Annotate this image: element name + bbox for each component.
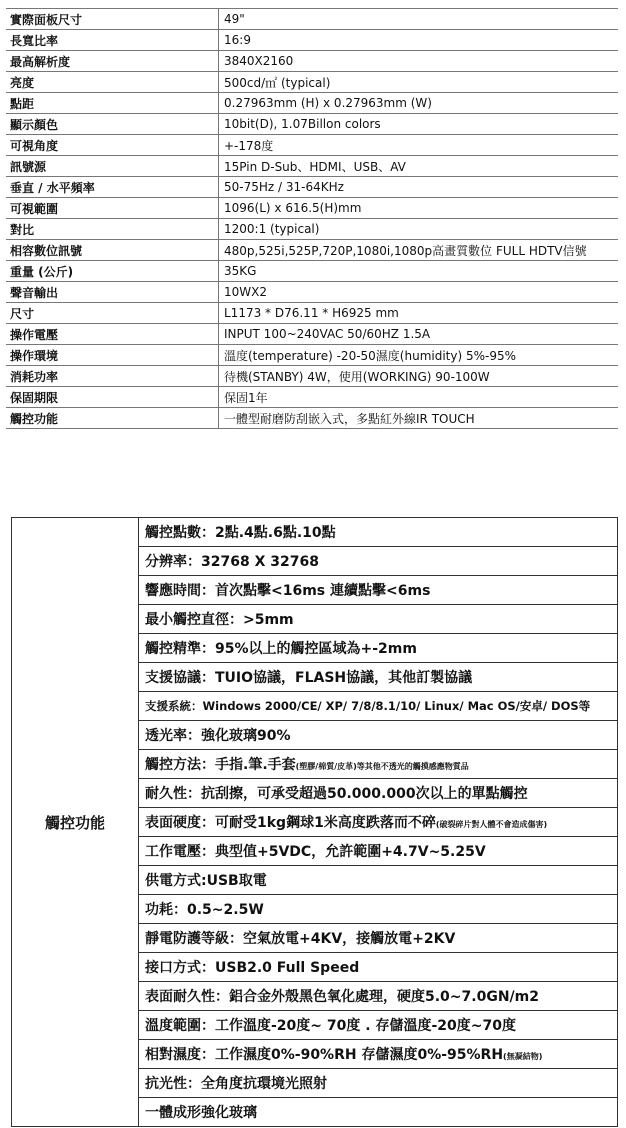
spec-value: 溫度(temperature) -20-50濕度(humidity) 5%-95% bbox=[219, 345, 619, 366]
spec-value: 10bit(D), 1.07Billon colors bbox=[219, 114, 619, 135]
touch-item bbox=[139, 634, 618, 663]
spec-table-body bbox=[6, 9, 618, 429]
touch-item-text: 觸控點數：2點.4點.6點.10點 bbox=[145, 525, 336, 541]
spec-row bbox=[6, 303, 618, 324]
touch-item bbox=[139, 547, 618, 576]
touch-item-text: 靜電防護等級：空氣放電+4KV，接觸放電+2KV bbox=[145, 931, 456, 947]
touch-item-text: 透光率：強化玻璃90% bbox=[145, 728, 291, 744]
spec-label: 對比 bbox=[6, 219, 219, 240]
spec-value: 50-75Hz / 31-64KHz bbox=[219, 177, 619, 198]
spec-row bbox=[6, 324, 618, 345]
touch-item bbox=[139, 1069, 618, 1098]
touch-item-text: 觸控方法：手指.筆.手套 bbox=[145, 757, 296, 773]
spec-value: 500cd/㎡ (typical) bbox=[219, 72, 619, 93]
spec-row bbox=[6, 366, 618, 387]
touch-item-note: (無凝結物) bbox=[503, 1052, 543, 1061]
touch-item-text: 供電方式:USB取電 bbox=[145, 873, 267, 889]
touch-item bbox=[139, 750, 618, 779]
touch-item bbox=[139, 576, 618, 605]
spec-row bbox=[6, 219, 618, 240]
touch-item bbox=[139, 1011, 618, 1040]
spec-label: 可視範圍 bbox=[6, 198, 219, 219]
touch-item-note: (塑膠/棉質/皮革)等其他不透光的觸摸感應物質品 bbox=[295, 762, 469, 771]
spec-row bbox=[6, 114, 618, 135]
touch-item-text: 耐久性：抗刮擦，可承受超過50.000.000次以上的單點觸控 bbox=[145, 786, 528, 802]
touch-item-text: 一體成形強化玻璃 bbox=[145, 1105, 257, 1121]
spec-row bbox=[6, 345, 618, 366]
spec-label: 重量 (公斤) bbox=[6, 261, 219, 282]
touch-item bbox=[139, 605, 618, 634]
touch-item bbox=[139, 692, 618, 721]
spec-table bbox=[6, 8, 618, 429]
spec-row bbox=[6, 261, 618, 282]
spec-value: 1096(L) x 616.5(H)mm bbox=[219, 198, 619, 219]
touch-item bbox=[139, 1040, 618, 1069]
spec-label: 操作電壓 bbox=[6, 324, 219, 345]
touch-item bbox=[139, 866, 618, 895]
spec-label: 聲音輸出 bbox=[6, 282, 219, 303]
spec-row bbox=[6, 30, 618, 51]
spec-value: 10WX2 bbox=[219, 282, 619, 303]
spec-label: 垂直 / 水平頻率 bbox=[6, 177, 219, 198]
spec-value: 480p,525i,525P,720P,1080i,1080p高畫質數位 FULL HDTV信號 bbox=[219, 240, 619, 261]
spec-row bbox=[6, 51, 618, 72]
touch-item-text: 溫度範圍：工作溫度-20度~ 70度 . 存儲溫度-20度~70度 bbox=[145, 1018, 516, 1034]
spec-value: L1173 * D76.11 * H6925 mm bbox=[219, 303, 619, 324]
spec-label: 相容數位訊號 bbox=[6, 240, 219, 261]
spec-row bbox=[6, 72, 618, 93]
spec-row bbox=[6, 240, 618, 261]
spec-label: 可視角度 bbox=[6, 135, 219, 156]
spec-label: 訊號源 bbox=[6, 156, 219, 177]
spec-label: 觸控功能 bbox=[6, 408, 219, 429]
touch-item-text: 工作電壓：典型值+5VDC，允許範圍+4.7V~5.25V bbox=[145, 844, 486, 860]
touch-item bbox=[139, 721, 618, 750]
spec-row bbox=[6, 135, 618, 156]
spec-value: INPUT 100~240VAC 50/60HZ 1.5A bbox=[219, 324, 619, 345]
spec-row bbox=[6, 408, 618, 429]
spec-row bbox=[6, 156, 618, 177]
touch-item bbox=[139, 924, 618, 953]
spec-value: 1200:1 (typical) bbox=[219, 219, 619, 240]
touch-item-text: 支援協議：TUIO協議，FLASH協議，其他訂製協議 bbox=[145, 670, 473, 686]
touch-item bbox=[139, 663, 618, 692]
spec-label: 消耗功率 bbox=[6, 366, 219, 387]
spec-row bbox=[6, 177, 618, 198]
spec-label: 長寬比率 bbox=[6, 30, 219, 51]
touch-item-text: 接口方式：USB2.0 Full Speed bbox=[145, 960, 360, 976]
spec-value: 3840X2160 bbox=[219, 51, 619, 72]
spec-row bbox=[6, 93, 618, 114]
spec-value: 待機(STANBY) 4W，使用(WORKING) 90-100W bbox=[219, 366, 619, 387]
touch-item-text: 觸控精準：95%以上的觸控區域為+-2mm bbox=[145, 641, 417, 657]
spec-row bbox=[6, 282, 618, 303]
touch-item-text: 支援系統：Windows 2000/CE/ XP/ 7/8/8.1/10/ Linux/ Mac OS/安卓/ DOS等 bbox=[145, 699, 591, 713]
spec-label: 顯示顏色 bbox=[6, 114, 219, 135]
spec-value: 0.27963mm (H) x 0.27963mm (W) bbox=[219, 93, 619, 114]
spec-value: 35KG bbox=[219, 261, 619, 282]
spec-label: 尺寸 bbox=[6, 303, 219, 324]
touch-item bbox=[139, 518, 618, 547]
touch-item-text: 表面耐久性：鋁合金外殼黑色氧化處理，硬度5.0~7.0GN/m2 bbox=[145, 989, 539, 1005]
spec-label: 實際面板尺寸 bbox=[6, 9, 219, 30]
touch-item bbox=[139, 895, 618, 924]
spec-value: +-178度 bbox=[219, 135, 619, 156]
touch-item-text: 功耗：0.5~2.5W bbox=[145, 902, 264, 918]
touch-item bbox=[139, 953, 618, 982]
spec-value: 15Pin D-Sub、HDMI、USB、AV bbox=[219, 156, 619, 177]
touch-item-text: 抗光性：全角度抗環境光照射 bbox=[145, 1076, 327, 1092]
touch-item-text: 響應時間：首次點擊<16ms 連續點擊<6ms bbox=[145, 583, 431, 599]
touch-heading: 觸控功能 bbox=[12, 518, 139, 1127]
touch-item-text: 最小觸控直徑：>5mm bbox=[145, 612, 294, 628]
spec-label: 最高解析度 bbox=[6, 51, 219, 72]
spec-label: 保固期限 bbox=[6, 387, 219, 408]
touch-item-text: 分辨率：32768 X 32768 bbox=[145, 554, 319, 570]
spec-value: 49" bbox=[219, 9, 619, 30]
touch-table-body bbox=[12, 518, 618, 1127]
spec-row bbox=[6, 198, 618, 219]
touch-item bbox=[139, 1098, 618, 1127]
touch-item bbox=[139, 982, 618, 1011]
spec-label: 點距 bbox=[6, 93, 219, 114]
touch-item-note: (破裂碎片對人體不會造成傷害) bbox=[435, 820, 548, 829]
touch-item bbox=[139, 779, 618, 808]
touch-row bbox=[12, 518, 618, 547]
spec-value: 保固1年 bbox=[219, 387, 619, 408]
spec-label: 亮度 bbox=[6, 72, 219, 93]
touch-item bbox=[139, 837, 618, 866]
spec-row bbox=[6, 9, 618, 30]
touch-item bbox=[139, 808, 618, 837]
spec-label: 操作環境 bbox=[6, 345, 219, 366]
touch-item-text: 表面硬度：可耐受1kg鋼球1米高度跌落而不碎 bbox=[145, 815, 436, 831]
spec-value: 16:9 bbox=[219, 30, 619, 51]
spec-row bbox=[6, 387, 618, 408]
spec-value: 一體型耐磨防刮嵌入式，多點紅外線IR TOUCH bbox=[219, 408, 619, 429]
touch-item-text: 相對濕度：工作濕度0%-90%RH 存儲濕度0%-95%RH bbox=[145, 1047, 504, 1063]
touch-feature-table bbox=[11, 517, 618, 1127]
